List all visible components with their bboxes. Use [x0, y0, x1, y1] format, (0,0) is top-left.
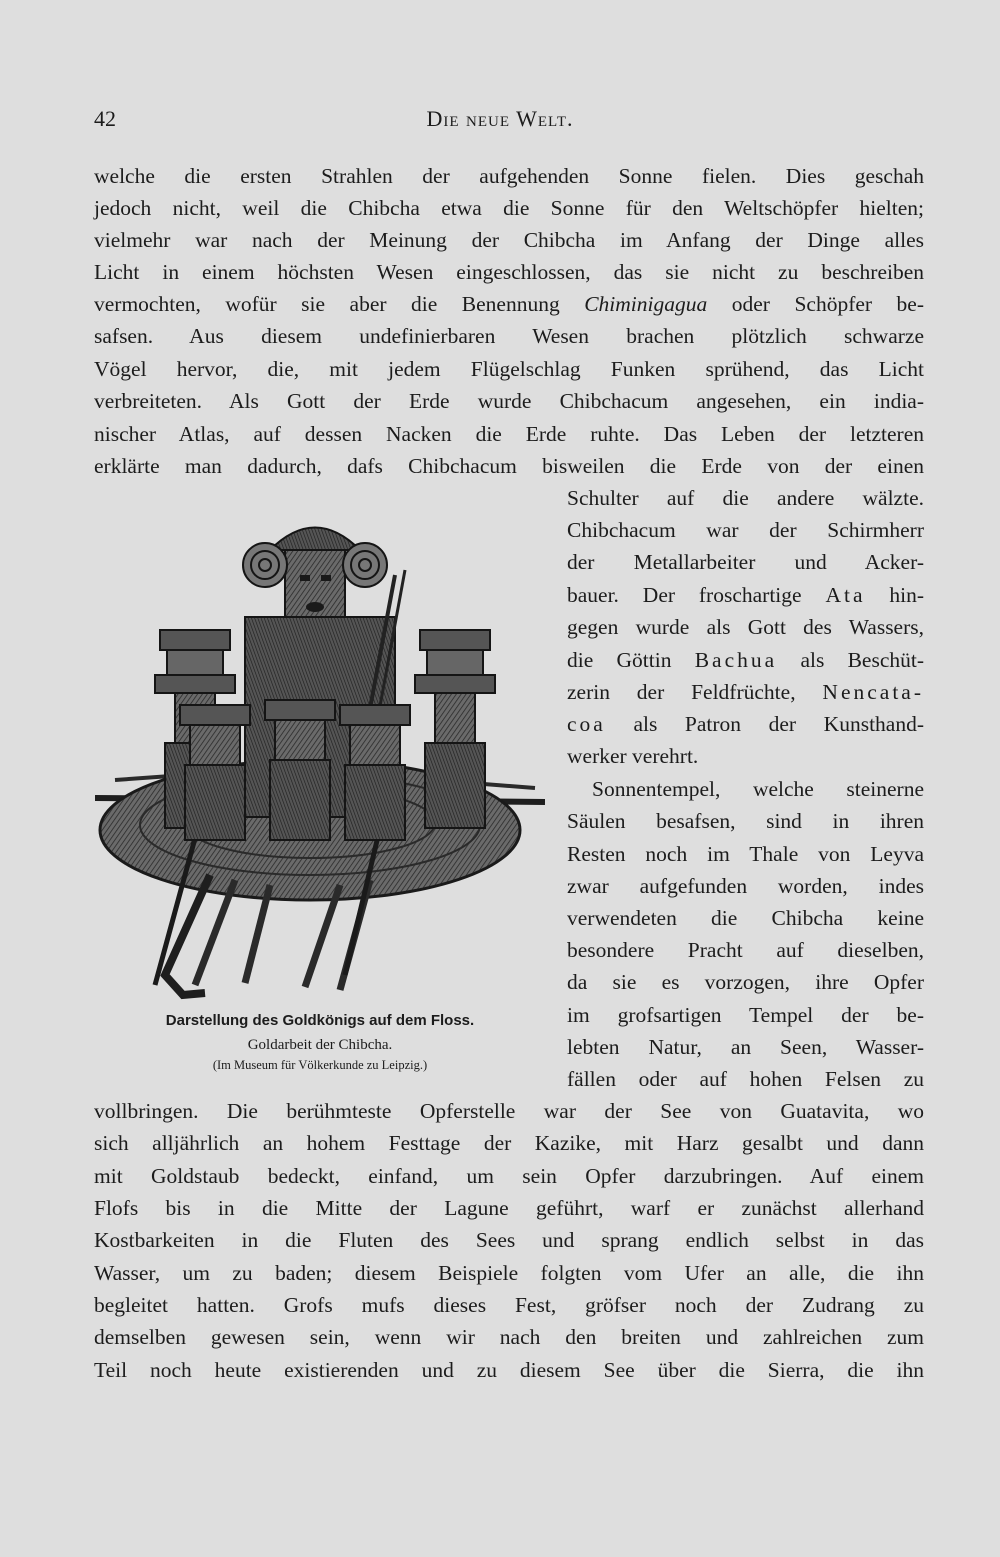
text-line: Resten noch im Thale von Leyva	[567, 842, 924, 866]
page-header	[0, 106, 1000, 138]
text-line: der Metallarbeiter und Acker-	[567, 550, 924, 574]
italic-term: Chiminigagua	[584, 292, 708, 316]
text-line: demselben gewesen sein, wenn wir nach den breiten und zahlreichen zum	[94, 1325, 924, 1349]
text-line: Vögel hervor, die, mit jedem Flügelschlag Funken sprühend, das Licht	[94, 357, 924, 381]
text-line: zwar aufgefunden worden, indes	[567, 874, 924, 898]
text-line: Flofs bis in die Mitte der Lagune geführt, warf er zunächst allerhand	[94, 1196, 924, 1220]
figure-caption-title: Darstellung des Goldkönigs auf dem Floss.	[165, 1012, 475, 1029]
text-line: die Göttin Bachua als Beschüt-	[567, 648, 924, 672]
text-line: Kostbarkeiten in die Fluten des Sees und sprang endlich selbst in das	[94, 1228, 924, 1252]
text-line: werker verehrt.	[567, 744, 699, 768]
text-line: welche die ersten Strahlen der aufgehenden Sonne fielen. Dies geschah	[94, 164, 924, 188]
text-line: jedoch nicht, weil die Chibcha etwa die Sonne für den Weltschöpfer hielten;	[94, 196, 924, 220]
text-line: Chibchacum war der Schirmherr	[567, 518, 924, 542]
text-line: safsen. Aus diesem undefinierbaren Wesen brachen plötzlich schwarze	[94, 324, 924, 348]
text-line: vollbringen. Die berühmteste Opferstelle war der See von Guatavita, wo	[94, 1099, 924, 1123]
text-line: mit Goldstaub bedeckt, einfand, um sein Opfer darzubringen. Auf einem	[94, 1164, 924, 1188]
page-number: 42	[94, 106, 116, 131]
figure-caption-subtitle: Goldarbeit der Chibcha.	[247, 1037, 393, 1053]
figure-caption-note: (Im Museum für Völkerkunde zu Leipzig.)	[212, 1058, 428, 1072]
text-line: bauer. Der froschartige Ata hin-	[567, 583, 925, 607]
text-line: zerin der Feldfrüchte, Nencata-	[567, 680, 925, 704]
text-line: gegen wurde als Gott des Wassers,	[567, 615, 924, 639]
text-line: verwendeten die Chibcha keine	[567, 906, 924, 930]
text-line: Sonnentempel, welche steinerne	[592, 777, 924, 801]
text-line: begleitet hatten. Grofs mufs dieses Fest, gröfser noch der Zudrang zu	[94, 1293, 924, 1317]
text-line: vielmehr war nach der Meinung der Chibcha im Anfang der Dinge alles	[94, 228, 924, 252]
text-line: Teil noch heute existierenden und zu diesem See über die Sierra, die ihn	[94, 1358, 924, 1382]
text-line: fällen oder auf hohen Felsen zu	[567, 1067, 924, 1091]
text-line: erklärte man dadurch, dafs Chibchacum bisweilen die Erde von der einen	[94, 454, 924, 478]
figure-gold-raft	[95, 505, 545, 1005]
text-line: Schulter auf die andere wälzte.	[567, 486, 924, 510]
text-line: Licht in einem höchsten Wesen eingeschlossen, das sie nicht zu beschreiben	[94, 260, 924, 284]
gold-raft-illustration	[95, 505, 545, 1005]
text-line: besondere Pracht auf dieselben,	[567, 938, 924, 962]
text-line: coa als Patron der Kunsthand-	[567, 712, 924, 736]
text-line: nischer Atlas, auf dessen Nacken die Erde ruhte. Das Leben der letzteren	[94, 422, 924, 446]
text-line: Wasser, um zu baden; diesem Beispiele folgten vom Ufer an alle, die ihn	[94, 1261, 924, 1285]
text-line: da sie es vorzogen, ihre Opfer	[567, 970, 924, 994]
text-line: sich alljährlich an hohem Festtage der Kazike, mit Harz gesalbt und dann	[94, 1131, 924, 1155]
text-line: verbreiteten. Als Gott der Erde wurde Chibchacum angesehen, ein india-	[94, 389, 924, 413]
text-line: vermochten, wofür sie aber die Benennung Chiminigagua oder Schöpfer be-	[94, 292, 925, 316]
text-line: lebten Natur, an Seen, Wasser-	[567, 1035, 924, 1059]
text-line: Säulen besafsen, sind in ihren	[567, 809, 924, 833]
text-line: im grofsartigen Tempel der be-	[567, 1003, 924, 1027]
running-title: Die neue Welt.	[426, 106, 574, 131]
